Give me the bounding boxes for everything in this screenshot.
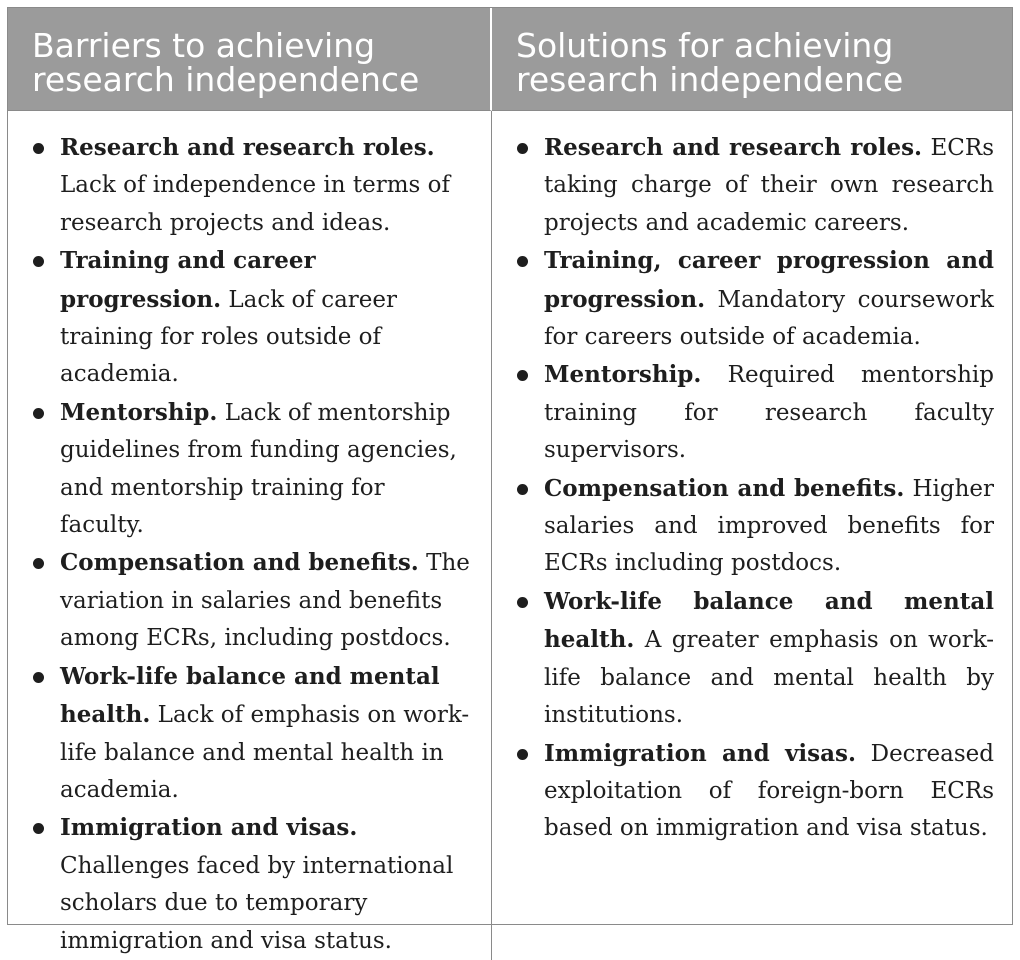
list-item	[30, 809, 473, 960]
bullet-icon	[33, 143, 44, 154]
bullet-icon	[517, 143, 528, 154]
item-title: Research and research roles.	[60, 134, 435, 161]
item-title: Work-life balance and mental health.	[544, 587, 994, 654]
list-item	[30, 242, 473, 394]
item-title: Immigration and visas.	[60, 814, 358, 842]
list-item	[514, 583, 994, 735]
bullet-icon	[33, 408, 44, 419]
item-text: Challenges faced by international scholars due to temporary immigration and visa status.	[60, 852, 454, 954]
list-item	[514, 470, 994, 583]
list-item	[514, 129, 994, 242]
item-text: Lack of mentorship guidelines from funding agencies, and mentorship training for faculty.	[60, 399, 457, 539]
barriers-header: Barriers to achieving research independence	[8, 8, 492, 111]
solutions-list	[514, 129, 994, 848]
item-text: Required mentorship training for research faculty supervisors.	[544, 362, 994, 464]
barriers-cell	[8, 111, 492, 960]
solutions-cell	[492, 111, 1012, 960]
list-item	[30, 394, 473, 545]
item-title: Training, career progression and progression.	[544, 247, 994, 313]
item-title: Immigration and visas.	[544, 739, 856, 767]
list-item	[514, 356, 994, 469]
bullet-icon	[517, 597, 528, 608]
list-item	[30, 544, 473, 657]
barriers-solutions-table	[7, 7, 1013, 954]
bullet-icon	[517, 256, 528, 267]
barriers-list	[30, 129, 473, 960]
item-title: Training and career progression.	[60, 247, 316, 313]
item-text: The variation in salaries and benefits among ECRs, including postdocs.	[60, 550, 470, 652]
item-title: Compensation and benefits.	[60, 549, 419, 577]
item-title: Work-life balance and mental health.	[60, 662, 440, 729]
item-text: A greater emphasis on work-life balance and mental health by institutions.	[544, 627, 994, 729]
item-title: Mentorship.	[544, 361, 702, 389]
item-text: Lack of emphasis on work-life balance and mental health in academia.	[60, 702, 470, 803]
bullet-icon	[33, 823, 44, 834]
item-text: Decreased exploitation of foreign-born ECRs based on immigration and visa status.	[544, 740, 995, 842]
item-text: Lack of independence in terms of research projects and ideas.	[60, 172, 451, 236]
list-item	[514, 735, 994, 848]
list-item	[514, 242, 994, 356]
item-text: Mandatory coursework for careers outside of academia.	[544, 286, 994, 351]
bullet-icon	[517, 484, 528, 495]
bullet-icon	[33, 672, 44, 683]
item-title: Research and research roles.	[544, 134, 923, 161]
bullet-icon	[517, 749, 528, 760]
item-title: Mentorship.	[60, 398, 218, 426]
bullet-icon	[517, 370, 528, 381]
bullet-icon	[33, 558, 44, 569]
item-title: Compensation and benefits.	[544, 474, 905, 502]
list-item	[30, 129, 473, 242]
solutions-header: Solutions for achieving research independence	[492, 8, 1012, 111]
list-item	[30, 658, 473, 810]
bullet-icon	[33, 256, 44, 267]
item-text: ECRs taking charge of their own research projects and academic careers.	[544, 135, 994, 236]
item-text: Lack of career training for roles outside of academia.	[60, 286, 397, 388]
item-text: Higher salaries and improved benefits for ECRs including postdocs.	[544, 475, 994, 577]
